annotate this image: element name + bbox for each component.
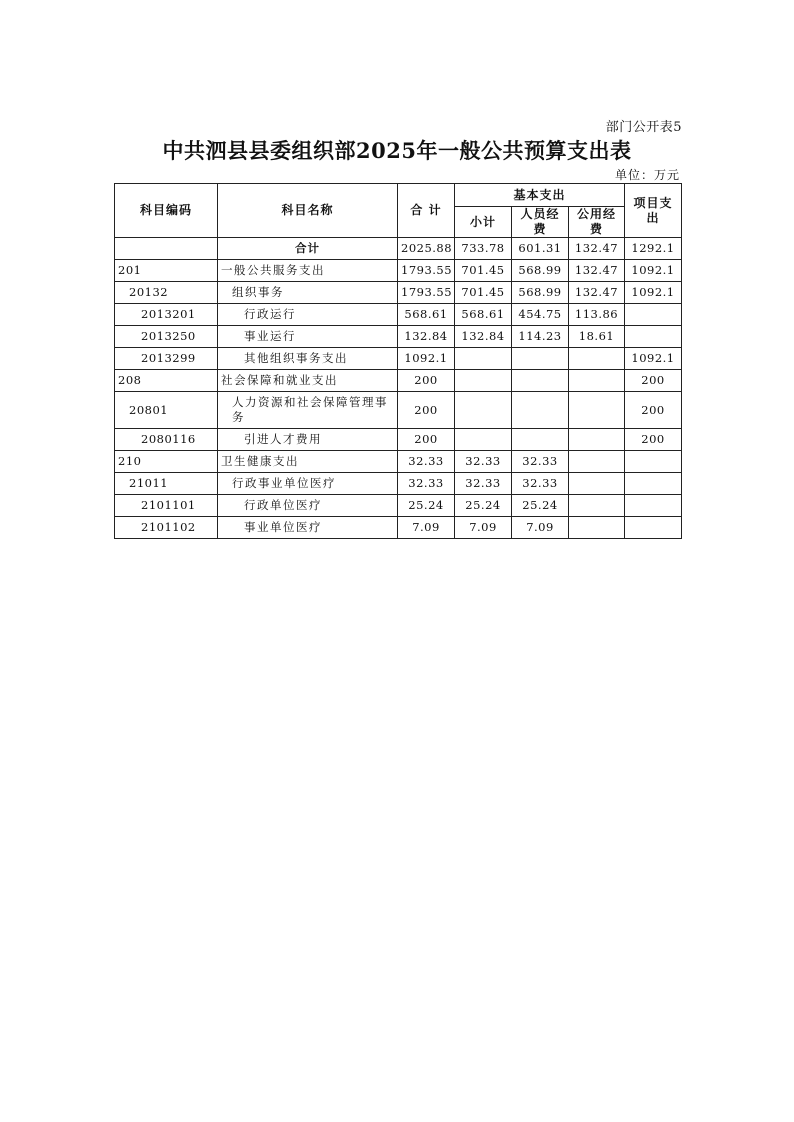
row-code: 2101102 xyxy=(115,517,218,539)
row-personnel: 568.99 xyxy=(512,260,569,282)
row-project: 1092.1 xyxy=(625,282,682,304)
row-total: 132.84 xyxy=(398,326,455,348)
row-code: 20132 xyxy=(115,282,218,304)
row-code: 2080116 xyxy=(115,429,218,451)
row-project: 200 xyxy=(625,392,682,429)
row-public xyxy=(569,451,625,473)
row-name: 行政单位医疗 xyxy=(218,495,398,517)
row-public xyxy=(569,348,625,370)
row-name: 人力资源和社会保障管理事务 xyxy=(218,392,398,429)
row-project: 1092.1 xyxy=(625,348,682,370)
row-code: 210 xyxy=(115,451,218,473)
row-project: 200 xyxy=(625,370,682,392)
row-name: 引进人才费用 xyxy=(218,429,398,451)
budget-table xyxy=(114,183,682,539)
row-total: 7.09 xyxy=(398,517,455,539)
document-label: 部门公开表5 xyxy=(605,120,682,135)
row-public xyxy=(569,517,625,539)
row-project: 200 xyxy=(625,429,682,451)
table-body xyxy=(115,238,682,539)
row-public: 132.47 xyxy=(569,282,625,304)
column-header-total: 合 计 xyxy=(398,184,455,238)
row-code: 2101101 xyxy=(115,495,218,517)
table-row xyxy=(115,348,682,370)
total-row-project: 1292.1 xyxy=(625,238,682,260)
table-row xyxy=(115,326,682,348)
row-personnel xyxy=(512,370,569,392)
row-total: 1793.55 xyxy=(398,260,455,282)
table-row xyxy=(115,282,682,304)
column-header-public: 公用经费 xyxy=(569,207,625,238)
table-row xyxy=(115,517,682,539)
total-row xyxy=(115,238,682,260)
row-public xyxy=(569,370,625,392)
total-row-label: 合计 xyxy=(218,238,398,260)
row-project: 1092.1 xyxy=(625,260,682,282)
row-personnel xyxy=(512,348,569,370)
total-row-subtotal: 733.78 xyxy=(455,238,512,260)
row-public xyxy=(569,429,625,451)
row-total: 1092.1 xyxy=(398,348,455,370)
row-personnel: 7.09 xyxy=(512,517,569,539)
row-public: 132.47 xyxy=(569,260,625,282)
row-total: 25.24 xyxy=(398,495,455,517)
table-row xyxy=(115,260,682,282)
column-header-personnel: 人员经费 xyxy=(512,207,569,238)
column-header-basic-expenditure: 基本支出 xyxy=(455,184,625,207)
row-total: 568.61 xyxy=(398,304,455,326)
table-row xyxy=(115,451,682,473)
row-public: 113.86 xyxy=(569,304,625,326)
row-code: 2013201 xyxy=(115,304,218,326)
row-code: 201 xyxy=(115,260,218,282)
table-header xyxy=(115,184,682,238)
row-project xyxy=(625,451,682,473)
row-subtotal: 25.24 xyxy=(455,495,512,517)
row-code: 20801 xyxy=(115,392,218,429)
table-row xyxy=(115,370,682,392)
row-code: 208 xyxy=(115,370,218,392)
row-code: 2013250 xyxy=(115,326,218,348)
row-public xyxy=(569,392,625,429)
table-row xyxy=(115,495,682,517)
row-subtotal xyxy=(455,348,512,370)
row-project xyxy=(625,495,682,517)
row-total: 200 xyxy=(398,392,455,429)
row-subtotal: 132.84 xyxy=(455,326,512,348)
total-row-public: 132.47 xyxy=(569,238,625,260)
row-name: 组织事务 xyxy=(218,282,398,304)
row-total: 32.33 xyxy=(398,451,455,473)
row-subtotal: 7.09 xyxy=(455,517,512,539)
row-subtotal: 32.33 xyxy=(455,451,512,473)
row-name: 其他组织事务支出 xyxy=(218,348,398,370)
row-code: 21011 xyxy=(115,473,218,495)
row-subtotal: 568.61 xyxy=(455,304,512,326)
row-subtotal xyxy=(455,429,512,451)
column-header-project-expenditure: 项目支出 xyxy=(625,184,682,238)
row-personnel: 114.23 xyxy=(512,326,569,348)
total-row-code xyxy=(115,238,218,260)
row-subtotal: 32.33 xyxy=(455,473,512,495)
row-public: 18.61 xyxy=(569,326,625,348)
header-row-top xyxy=(115,184,682,207)
row-name: 卫生健康支出 xyxy=(218,451,398,473)
row-personnel: 32.33 xyxy=(512,473,569,495)
row-subtotal xyxy=(455,370,512,392)
table-row xyxy=(115,429,682,451)
table-row xyxy=(115,473,682,495)
row-personnel: 25.24 xyxy=(512,495,569,517)
row-name: 行政运行 xyxy=(218,304,398,326)
row-total: 200 xyxy=(398,370,455,392)
row-name: 社会保障和就业支出 xyxy=(218,370,398,392)
column-header-subtotal: 小计 xyxy=(455,207,512,238)
row-personnel xyxy=(512,392,569,429)
row-personnel: 568.99 xyxy=(512,282,569,304)
row-personnel: 454.75 xyxy=(512,304,569,326)
row-name: 事业运行 xyxy=(218,326,398,348)
total-row-total: 2025.88 xyxy=(398,238,455,260)
table-row xyxy=(115,392,682,429)
row-name: 一般公共服务支出 xyxy=(218,260,398,282)
row-subtotal: 701.45 xyxy=(455,282,512,304)
row-code: 2013299 xyxy=(115,348,218,370)
row-project xyxy=(625,304,682,326)
page-title: 中共泗县县委组织部2025年一般公共预算支出表 xyxy=(162,138,632,163)
row-personnel xyxy=(512,429,569,451)
column-header-code: 科目编码 xyxy=(115,184,218,238)
row-public xyxy=(569,495,625,517)
row-subtotal: 701.45 xyxy=(455,260,512,282)
column-header-name: 科目名称 xyxy=(218,184,398,238)
total-row-personnel: 601.31 xyxy=(512,238,569,260)
row-project xyxy=(625,473,682,495)
row-total: 32.33 xyxy=(398,473,455,495)
unit-label: 单位：万元 xyxy=(614,168,680,182)
row-name: 事业单位医疗 xyxy=(218,517,398,539)
table-row xyxy=(115,304,682,326)
row-personnel: 32.33 xyxy=(512,451,569,473)
row-subtotal xyxy=(455,392,512,429)
row-public xyxy=(569,473,625,495)
row-total: 200 xyxy=(398,429,455,451)
row-project xyxy=(625,326,682,348)
row-total: 1793.55 xyxy=(398,282,455,304)
row-name: 行政事业单位医疗 xyxy=(218,473,398,495)
row-project xyxy=(625,517,682,539)
